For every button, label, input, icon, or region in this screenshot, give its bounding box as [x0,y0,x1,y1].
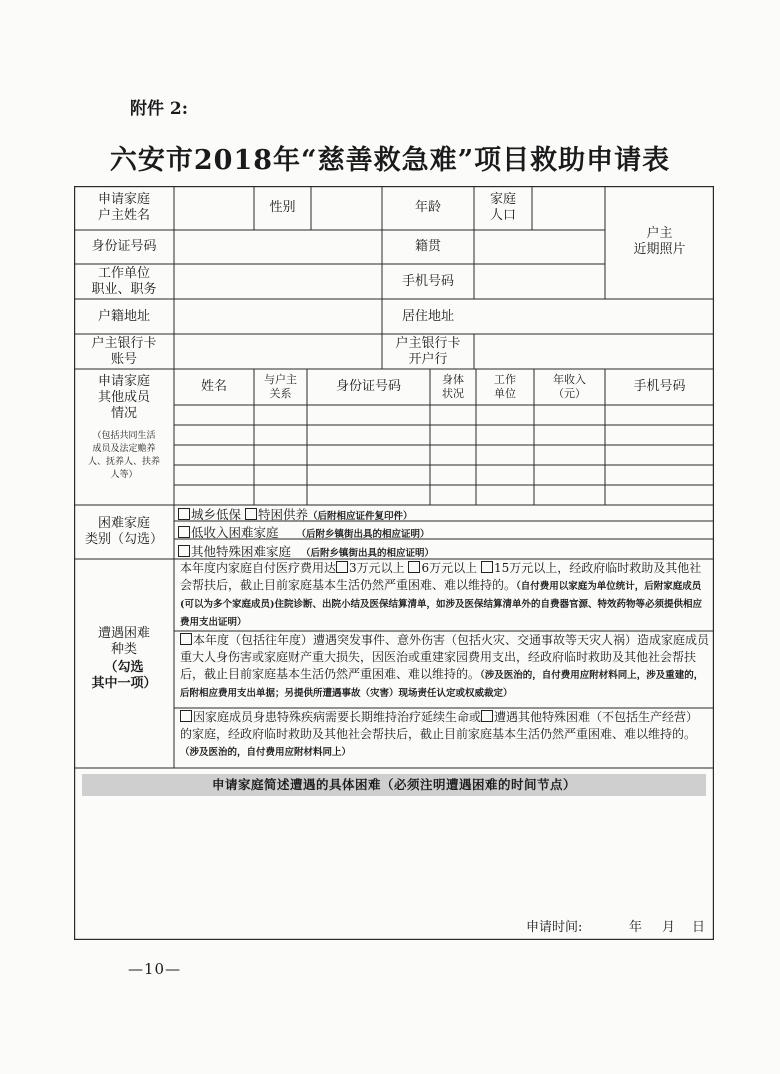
category-option-2: 特困供养 [258,507,309,522]
year-label: 年 [629,920,643,935]
attachment-label: 附件 2: [130,99,189,119]
member-header-id: 身份证号码 [335,379,401,394]
hardship-medical-6w-checkbox[interactable] [408,561,420,573]
hardship-medical-15w-checkbox[interactable] [481,561,493,573]
mobile-label: 手机号码 [401,274,454,289]
hardship-label: 遭遇困难 种类 [97,626,150,657]
household-address-label: 户籍地址 [97,309,150,324]
hardship-accident-note: （涉及医治的，自付费用应附材料同上，涉及重建的，后附相应费用支出单据；另提供所遭遇事故（灾害）现场责任认定或权威裁定） [180,670,704,699]
hardship-medical-lead: 本年度内家庭自付医疗费用达 [180,561,337,575]
category-option-4: 其他特殊困难家庭 [191,544,292,559]
residence-label: 居住地址 [401,309,454,324]
category-option-4-note: （后附乡镇街出具的相应证明） [301,548,435,559]
hardship-medical-note: （自付费用以家庭为单位统计，后附家庭成员(可以为多个家庭成员)住院诊断、出院小结及医保结算清单，如涉及医保结算清单外的自费器官源、特效药物等必须提供相应费用支出证明） [180,581,702,628]
hardship-accident-text: 本年度（包括往年度）遭遇突发事件、意外伤害（包括火灾、交通事故等天灾人祸）造成家庭成员重大人身伤害或家庭财产重大损失，因医治或重建家园费用支出，经政府临时救助及其他社会帮扶后，截止目前家庭基本生活仍然严重困难、难以维持的。 [180,633,710,681]
narrative-area[interactable] [80,800,708,900]
category-option-1: 城乡低保 [191,507,242,522]
bank-branch-label: 户主银行卡 开户行 [395,336,461,367]
member-header-mobile: 手机号码 [633,379,686,394]
age-label: 年龄 [414,200,441,215]
hardship-option-accident [180,632,710,702]
application-form [74,186,714,940]
hardship-option-medical [180,560,710,631]
hardship-label-bold: （勾选 其中一项） [91,660,157,691]
month-label: 月 [662,920,676,935]
member-header-income: 年收入 （元） [553,373,586,400]
category-row-2 [178,523,430,541]
member-header-health: 身体 状况 [442,373,464,400]
hardship-other-text: 遭遇其他特殊困难（不包括生产经营）的家庭，经政府临时救助及其他社会帮扶后，截止目前家庭基本生活仍然严重困难、难以维持的。 [180,710,699,741]
category-option-3-note: （后附乡镇街出具的相应证明） [296,529,430,540]
photo-label: 户主 近期照片 [633,226,686,257]
category-low-income-family-checkbox[interactable] [178,526,190,538]
hardship-illness-note: （涉及医治的，自付费用应附材料同上） [180,747,352,758]
form-title: 六安市2018年“慈善救急难”项目救助申请表 [109,145,671,176]
bank-card-label: 户主银行卡 账号 [91,336,157,367]
hardship-other-checkbox[interactable] [481,710,493,722]
hardship-medical-15w: 15万元以上，经政府临时救助及其他社会帮扶后，截止目前家庭基本生活仍然严重困难、难以维持的。 [180,561,702,592]
hardship-illness-text: 因家庭成员身患特殊疾病需要长期维持治疗延续生命或 [193,710,482,724]
category-other-checkbox[interactable] [178,545,190,557]
members-section-note: （包括共同生活 成员及法定赡养 人、抚养人、扶养 人等） [87,431,160,480]
member-header-name: 姓名 [200,379,227,394]
applicant-name-label: 申请家庭 户主姓名 [97,192,150,223]
id-number-label: 身份证号码 [91,239,157,254]
hardship-medical-3w-checkbox[interactable] [336,561,348,573]
household-size-label: 家庭 人口 [489,192,516,223]
category-special-support-checkbox[interactable] [245,508,257,520]
category-option-3: 低收入困难家庭 [191,525,279,540]
hardship-option-illness [180,709,710,761]
hardship-medical-6w: 6万元以上 [421,561,478,575]
category-row-3 [178,542,434,560]
native-place-label: 籍贯 [414,239,441,254]
member-header-work: 工作 单位 [494,373,516,400]
work-unit-label: 工作单位 职业、职务 [91,266,157,297]
members-section-label: 申请家庭 其他成员 情况 [97,374,150,421]
category-option-2-note: （后附相应证件复印件） [308,511,413,522]
category-label: 困难家庭 类别（勾选） [84,516,163,547]
hardship-medical-3w: 3万元以上 [349,561,405,575]
day-label: 日 [692,920,706,935]
application-time-label: 申请时间: [526,920,583,935]
category-row-1 [178,505,413,523]
page-number: —10— [128,960,182,978]
hardship-accident-checkbox[interactable] [180,633,192,645]
category-low-income-checkbox[interactable] [178,508,190,520]
member-header-relation: 与户主 关系 [264,373,297,400]
gender-label: 性别 [269,200,296,215]
narrative-banner: 申请家庭简述遭遇的具体困难（必须注明遭遇困难的时间节点） [82,774,706,796]
hardship-illness-checkbox[interactable] [180,710,192,722]
